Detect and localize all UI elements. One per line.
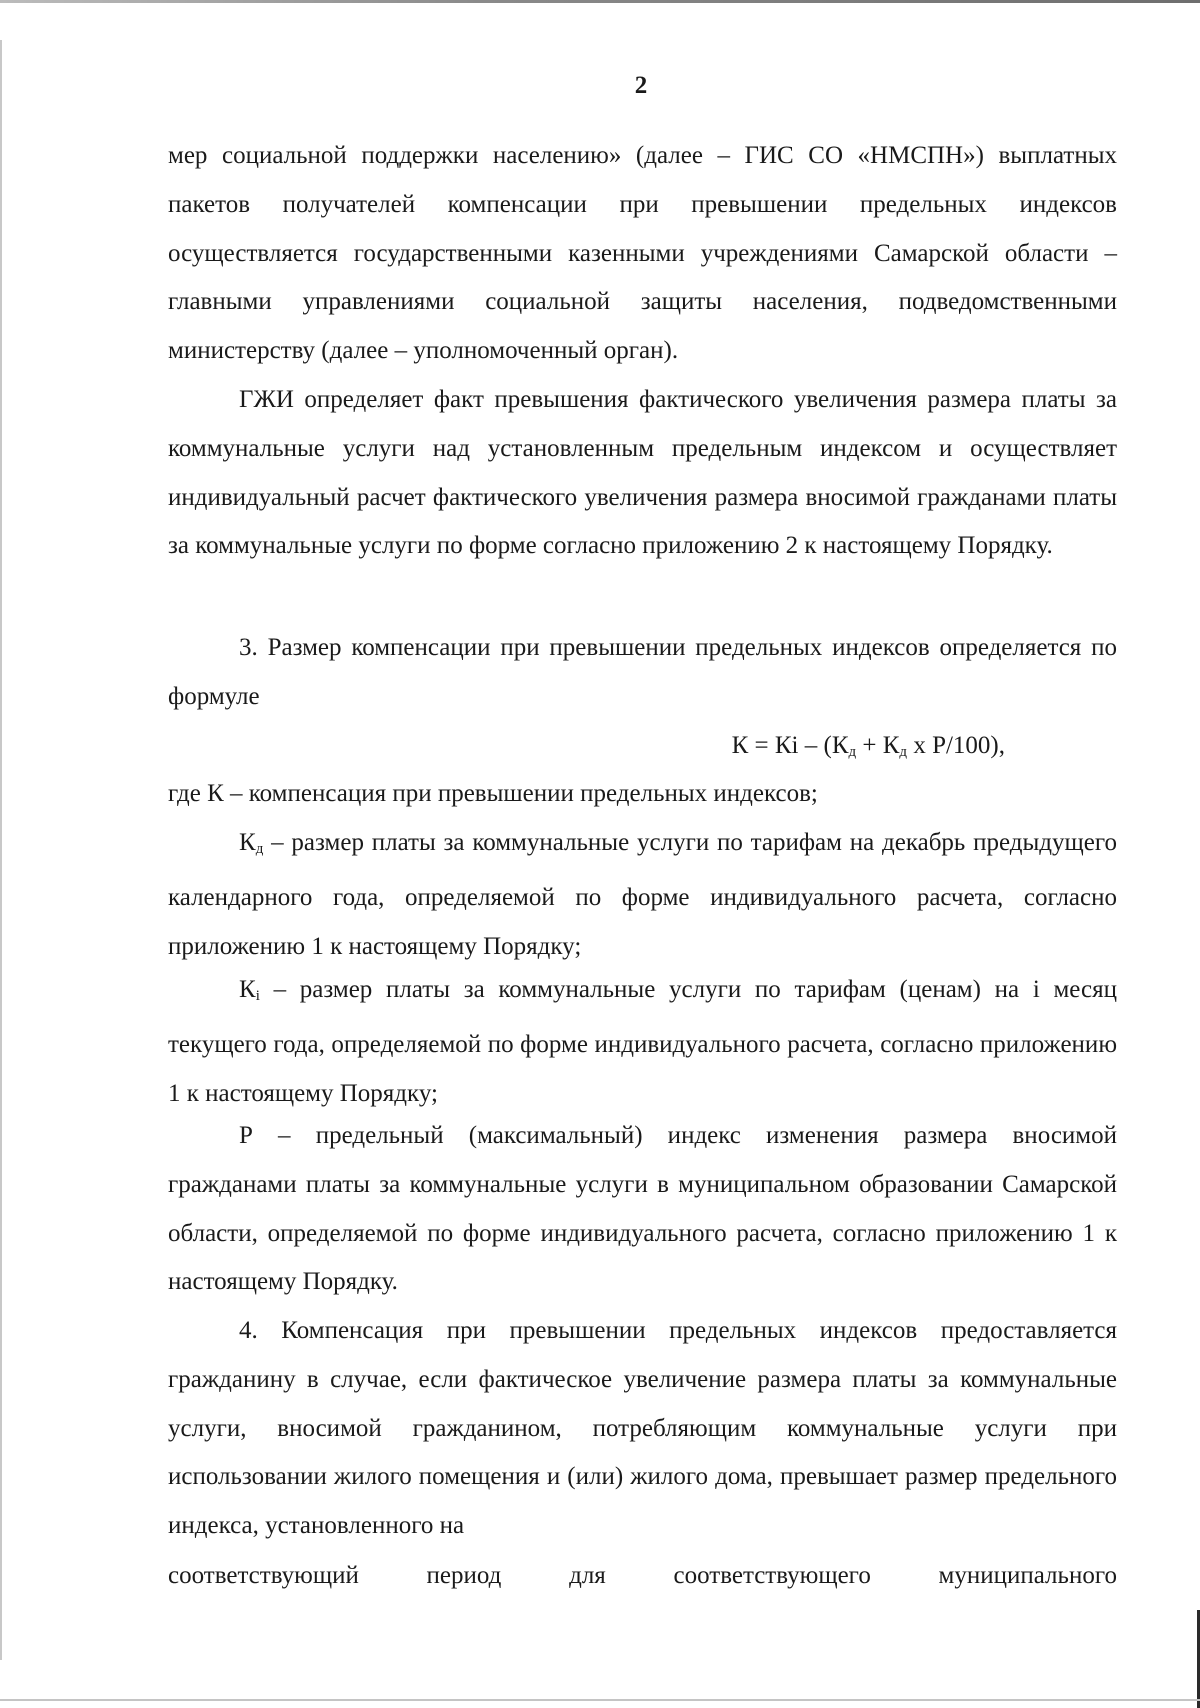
last-line-word: для	[569, 1562, 606, 1589]
scan-edge-left	[0, 40, 2, 1660]
paragraph-ki	[168, 966, 1117, 1118]
page-number: 2	[634, 72, 648, 99]
paragraph-p-definition: Р – предельный (максимальный) индекс изменения размера вносимой гражданами платы за коммунальные услуги в муниципальном образовании Самарской области, определяемой по форме индивидуального расчета, согласно приложению 1 к настоящему Порядку.	[168, 1122, 1117, 1296]
formula-end: х Р/100),	[907, 732, 1005, 759]
paragraph-3: 3. Размер компенсации при превышении предельных индексов определяется по формуле	[168, 634, 1117, 710]
paragraph-1: мер социальной поддержки населению» (далее – ГИС СО «НМСПН») выплатных пакетов получателей компенсации при превышении предельных индексов осуществляется государственными казенными учреждениями Самарской области – главными управлениями социальной защиты населения, подведомственными министерству (далее – уполномоченный орган).	[168, 142, 1117, 365]
last-line-word: соответствующий	[168, 1562, 359, 1589]
formula-sub-2: д	[899, 744, 908, 760]
kd-subscript: д	[255, 841, 264, 857]
last-line-word: соответствующего	[673, 1562, 871, 1589]
formula	[168, 722, 1117, 777]
last-line	[168, 1552, 1117, 1601]
ki-text: – размер платы за коммунальные услуги по тарифам (ценам) на i месяц текущего года, определяемой по форме индивидуального расчета, согласно приложению 1 к настоящему Порядку;	[168, 976, 1117, 1107]
kd-symbol: К	[239, 829, 256, 856]
last-line-word: период	[426, 1562, 502, 1589]
paragraph-kd	[168, 819, 1117, 971]
scan-edge-bottom	[0, 1699, 1200, 1701]
formula-start: К = Кi – (К	[731, 732, 849, 759]
formula-sub-1: д	[848, 744, 857, 760]
scan-edge-top	[0, 0, 1200, 3]
kd-text: – размер платы за коммунальные услуги по тарифам на декабрь предыдущего календарного года, определяемой по форме индивидуального расчета, согласно приложению 1 к настоящему Порядку;	[168, 829, 1117, 960]
paragraph-4: 4. Компенсация при превышении предельных индексов предоставляется гражданину в случае, если фактическое увеличение размера платы за коммунальные услуги, вносимой гражданином, потребляющим коммунальные услуги при использовании жилого помещения и (или) жилого дома, превышает размер предельного индекса, установленного на	[168, 1317, 1117, 1540]
where-line: где К – компенсация при превышении предельных индексов;	[168, 780, 818, 807]
ki-subscript: i	[255, 988, 260, 1004]
ki-symbol: К	[239, 976, 256, 1003]
last-line-word: муниципального	[938, 1562, 1117, 1589]
paragraph-2: ГЖИ определяет факт превышения фактического увеличения размера платы за коммунальные услуги над установленным предельным индексом и осуществляет индивидуальный расчет фактического увеличения размера вносимой гражданами платы за коммунальные услуги по форме согласно приложению 2 к настоящему Порядку.	[168, 386, 1117, 560]
formula-mid: + К	[856, 732, 900, 759]
